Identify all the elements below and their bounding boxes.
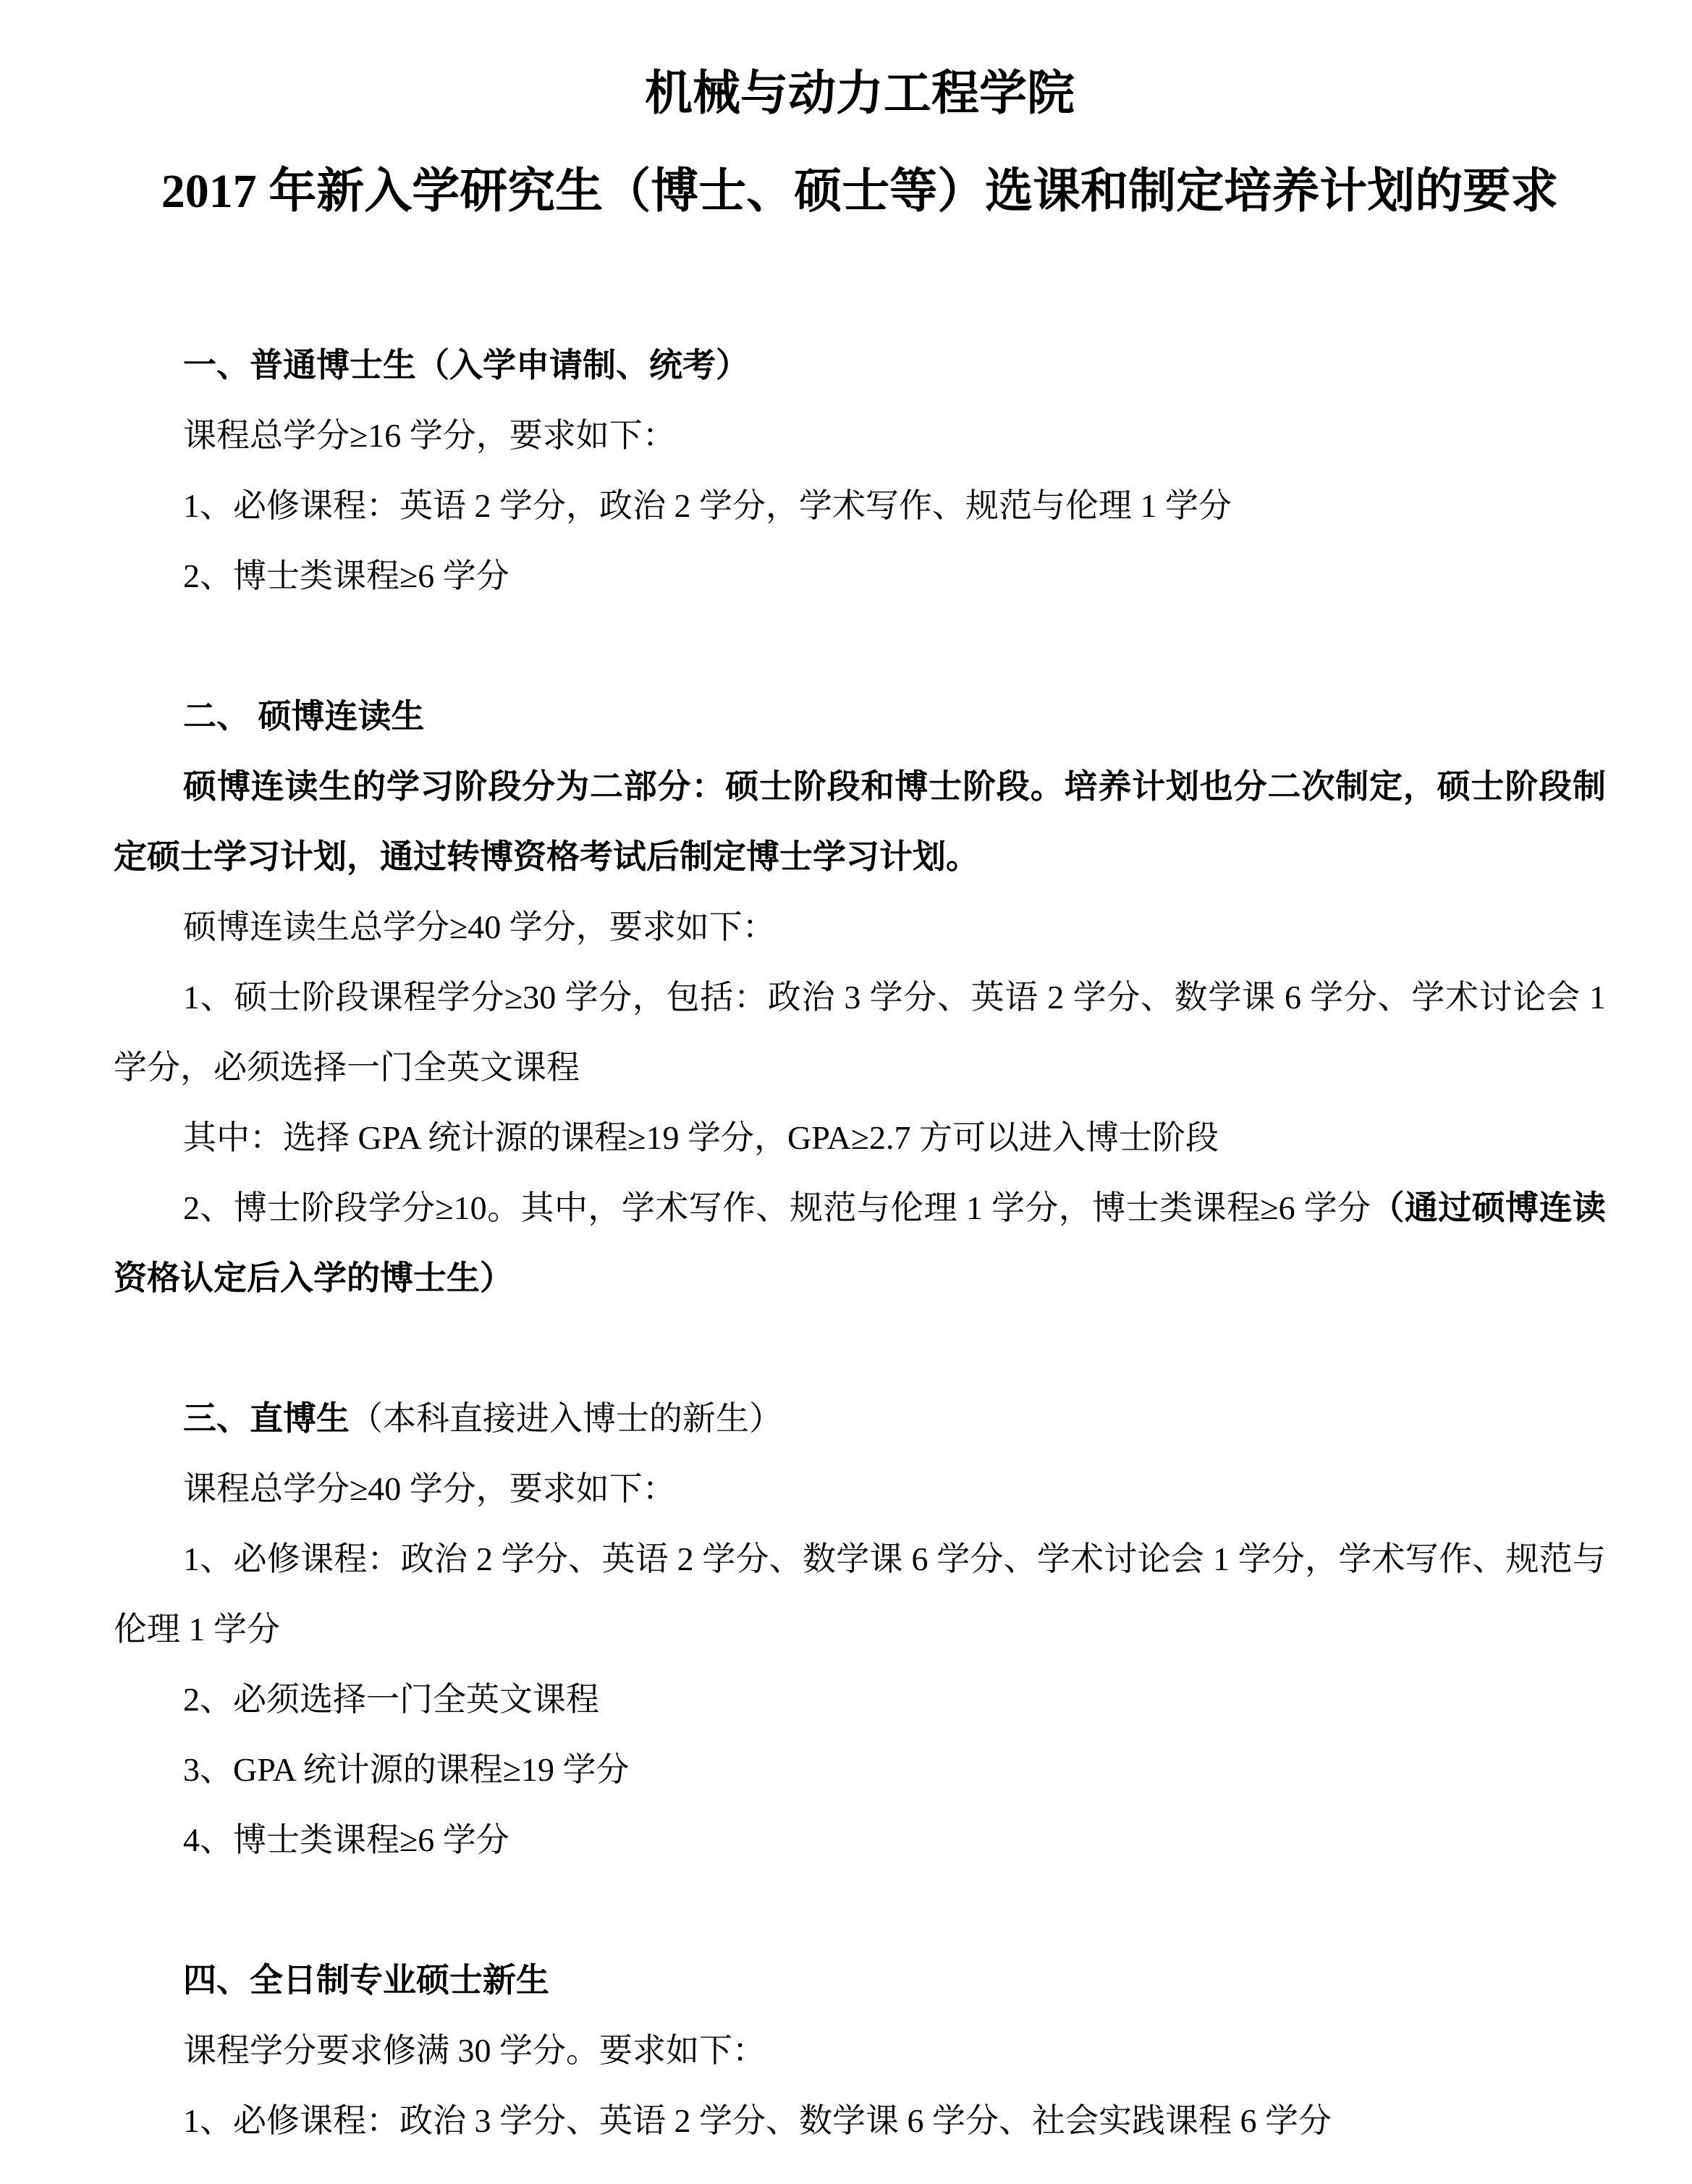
section-2-intro-paragraph: 硕博连读生的学习阶段分为二部分：硕士阶段和博士阶段。培养计划也分二次制定，硕士阶段制定硕士学习计划，通过转博资格考试后制定博士学习计划。	[114, 768, 1606, 875]
section-1-total-credits: 课程总学分≥16 学分，要求如下：	[183, 417, 676, 454]
section-4-heading: 四、全日制专业硕士新生	[183, 1962, 549, 1999]
section-2-item-2-text: 2、博士阶段学分≥10。其中，学术写作、规范与伦理 1 学分，博士类课程≥6 学分	[183, 1189, 1371, 1226]
section-2-total-credits: 硕博连读生总学分≥40 学分，要求如下：	[183, 908, 776, 945]
section-3-heading-title: 三、直博生	[183, 1400, 350, 1437]
section-3-item-4: 4、博士类课程≥6 学分	[183, 1821, 509, 1858]
section-3-item-3: 3、GPA 统计源的课程≥19 学分	[183, 1751, 630, 1788]
document-subtitle: 2017 年新入学研究生（博士、硕士等）选课和制定培养计划的要求	[161, 165, 1559, 218]
section-2-item-2	[114, 1173, 1606, 1313]
section-2-item-2-bold-note: （通过硕博连读资格认定后入学的博士生）	[114, 1189, 1606, 1297]
section-1-item-2: 2、博士类课程≥6 学分	[183, 557, 509, 594]
section-1-item-1: 1、必修课程：英语 2 学分，政治 2 学分，学术写作、规范与伦理 1 学分	[183, 487, 1232, 524]
section-2-gpa-note: 其中：选择 GPA 统计源的课程≥19 学分，GPA≥2.7 方可以进入博士阶段	[183, 1119, 1219, 1156]
section-3-item-1: 1、必修课程：政治 2 学分、英语 2 学分、数学课 6 学分、学术讨论会 1 学分，学术写作、规范与伦理 1 学分	[114, 1540, 1606, 1648]
section-3-item-2: 2、必须选择一门全英文课程	[183, 1681, 599, 1718]
section-4-total-credits: 课程学分要求修满 30 学分。要求如下：	[183, 2032, 766, 2069]
section-3-direct-phd	[114, 1383, 1606, 1875]
document-title: 机械与动力工程学院	[645, 67, 1075, 120]
section-2-heading: 二、 硕博连读生	[183, 698, 425, 735]
section-1-ordinary-phd	[114, 330, 1606, 611]
section-3-heading	[114, 1383, 1606, 1454]
section-4-item-1: 1、必修课程：政治 3 学分、英语 2 学分、数学课 6 学分、社会实践课程 6 学分	[183, 2102, 1332, 2139]
section-1-heading: 一、普通博士生（入学申请制、统考）	[183, 347, 749, 384]
section-3-heading-note: （本科直接进入博士的新生）	[350, 1400, 782, 1437]
section-2-combined-masters-phd	[114, 681, 1606, 1313]
section-2-item-1: 1、硕士阶段课程学分≥30 学分，包括：政治 3 学分、英语 2 学分、数学课 6 学分、学术讨论会 1 学分，必须选择一门全英文课程	[114, 979, 1606, 1086]
section-4-fulltime-professional-masters	[114, 1945, 1606, 2156]
section-3-total-credits: 课程总学分≥40 学分，要求如下：	[183, 1470, 676, 1507]
